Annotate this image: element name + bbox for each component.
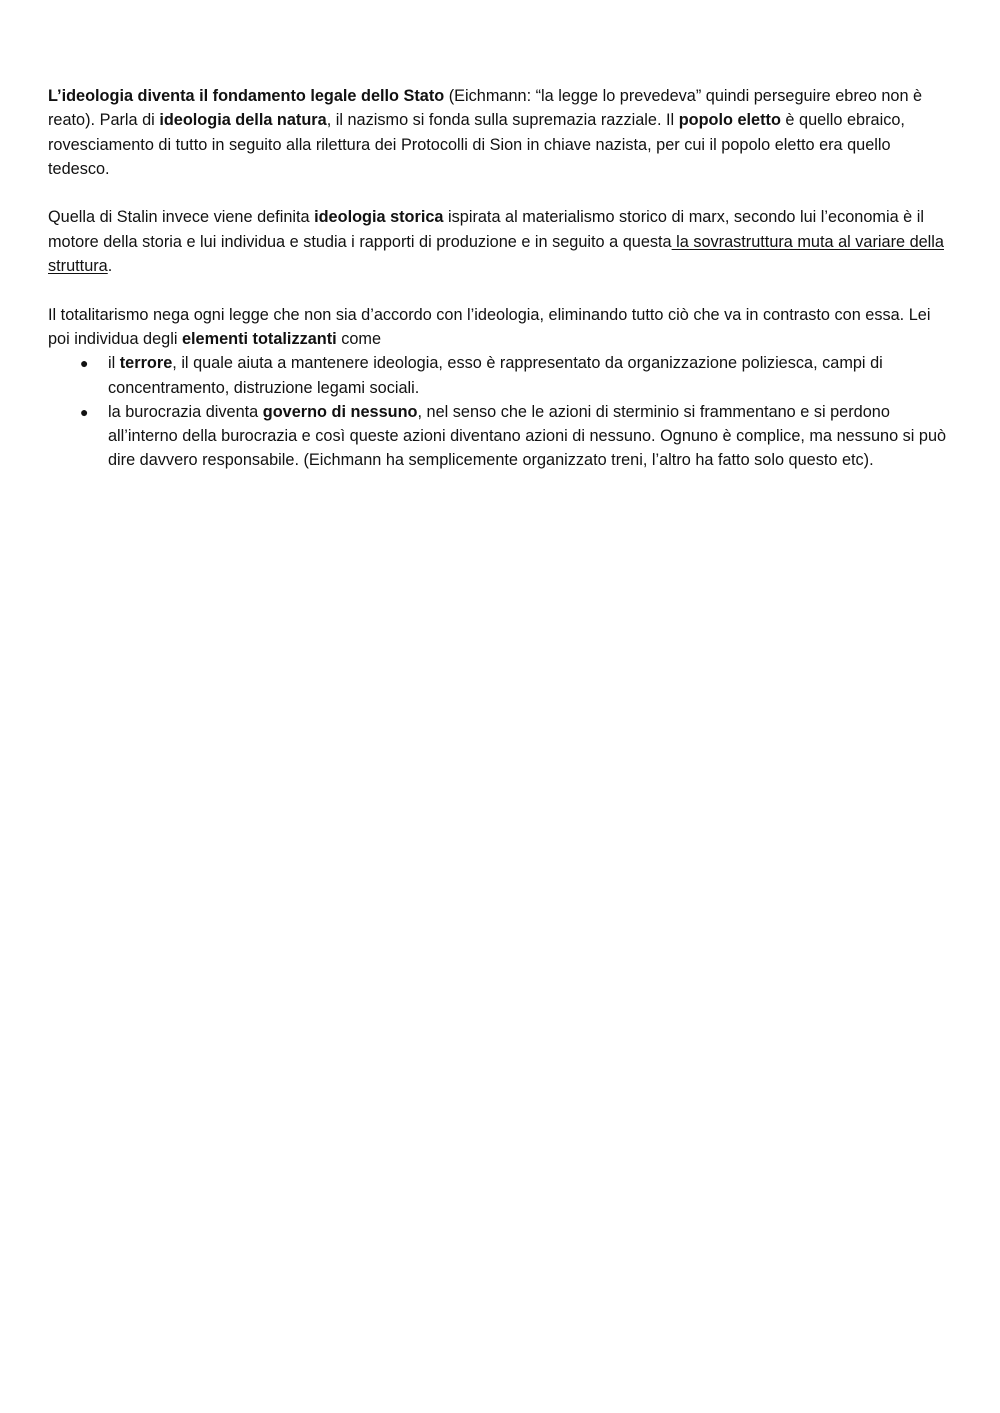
bold-phrase: ideologia della natura (159, 111, 327, 130)
paragraph-ideologia-natura (48, 84, 948, 181)
text-run: , il quale aiuta a mantenere ideologia, esso è rappresentato da organizzazione poliziesca, campi di concentramento, distruzione legami sociali. (108, 354, 883, 397)
bullet-icon: ● (80, 355, 89, 372)
text-run: Il totalitarismo nega ogni legge che non sia d’accordo con l’ideologia, eliminando tutto ciò che va in contrasto con essa. Lei poi individua degli (48, 305, 931, 348)
text-run: ispirata al materialismo storico di marx, secondo lui l’economia è il motore della storia e lui individua e studia i rapporti di produzione e in seguito a questa (48, 208, 924, 251)
bold-phrase: terrore (119, 354, 173, 373)
bold-phrase: elementi totalizzanti (181, 329, 337, 348)
bullet-list (48, 351, 948, 472)
text-run: come (336, 329, 382, 348)
text-run: , il nazismo si fonda sulla supremazia razziale. Il (326, 111, 679, 130)
bold-phrase: popolo eletto (678, 111, 781, 130)
paragraph-totalitarismo (48, 303, 948, 352)
document-page (48, 84, 948, 473)
bullet-icon: ● (80, 403, 89, 420)
text-run: il (108, 354, 120, 373)
list-item-burocrazia (48, 400, 948, 473)
text-run: Quella di Stalin invece viene definita (48, 208, 315, 227)
text-run: è quello ebraico, rovesciamento di tutto in seguito alla rilettura dei Protocolli di Sion in chiave nazista, per cui il popolo eletto era quello tedesco. (48, 111, 905, 178)
text-run: , nel senso che le azioni di sterminio si frammentano e si perdono all’interno della burocrazia e così queste azioni diventano azioni di nessuno. Ognuno è complice, ma nessuno si può dire davvero responsabile. (Eichmann ha semplicemente organizzato treni, l’altro ha fatto solo questo etc). (108, 402, 947, 470)
bold-phrase: L’ideologia diventa il fondamento legale dello Stato (48, 87, 445, 105)
text-run: la burocrazia diventa (108, 402, 263, 421)
text-run: . (107, 257, 113, 276)
text-run: (Eichmann: “la legge lo prevedeva” quindi perseguire ebreo non è reato). Parla di (48, 87, 923, 130)
bold-phrase: governo di nessuno (262, 402, 418, 421)
underlined-phrase: la sovrastruttura muta al variare della struttura (48, 232, 944, 276)
paragraph-ideologia-storica (48, 205, 948, 278)
bold-phrase: ideologia storica (314, 208, 444, 227)
list-item-terrore (48, 351, 948, 400)
